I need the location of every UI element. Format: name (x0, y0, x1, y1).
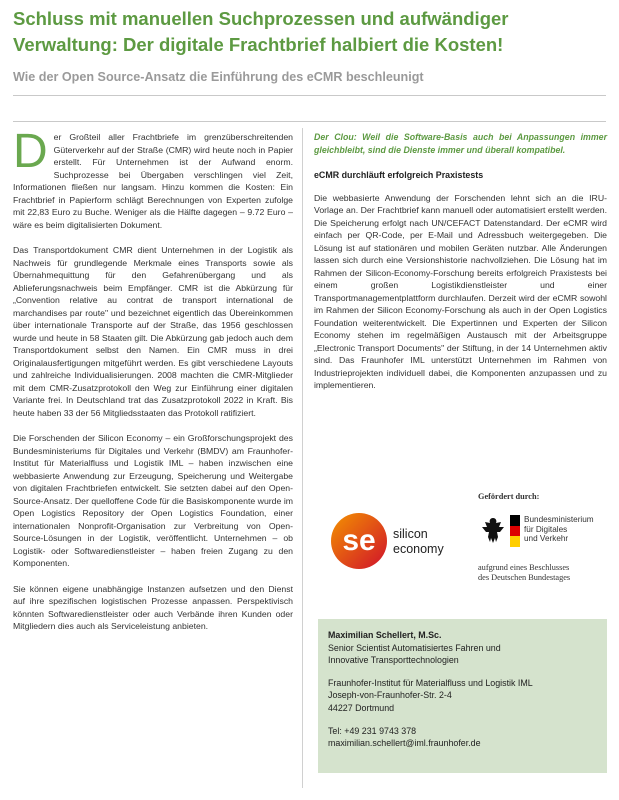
drop-cap: D (13, 125, 48, 178)
bundestag-resolution: aufgrund eines Beschlusses des Deutschen Bundestages (478, 563, 571, 582)
contact-phone: Tel: +49 231 9743 378 (328, 725, 417, 736)
contact-role-line2: Innovative Transporttechnologien (328, 655, 459, 666)
bmdv-logo (478, 515, 613, 547)
article-subtitle: Wie der Open Source-Ansatz die Einführung des eCMR beschleunigt (13, 70, 424, 84)
lead-quote: Der Clou: Weil die Software-Basis auch bei Anpassungen immer gleichbleibt, sind die Dienste immer und überall kompatibel. (314, 132, 607, 155)
contact-box (318, 619, 607, 773)
funding-notice (478, 492, 613, 583)
header-divider-lower (13, 121, 606, 122)
german-flag-stripe (510, 515, 520, 547)
contact-email[interactable]: maximilian.schellert@iml.fraunhofer.de (328, 738, 481, 749)
right-column (314, 131, 607, 405)
se-word-silicon: silicon (393, 527, 428, 541)
article-title: Schluss mit manuellen Suchprozessen und aufwändiger Verwaltung: Der digitale Frachtbrief halbiert die Kosten! (13, 8, 509, 55)
section-heading: eCMR durchläuft erfolgreich Praxistests (314, 170, 484, 180)
se-mark: se (342, 524, 376, 557)
funded-label: Gefördert durch: (478, 492, 540, 501)
paragraph: Das Transportdokument CMR dient Unternehmen in der Logistik als Nachweis für grundlegende Merkmale eines Transports sowie als Übernahmequittung für den Gefahrenübergang und als Ablieferungsnachweis beim Empfänger. CMR ist die Abkürzung für „Convention relative au contrat de transport international de marchandises par route" und bezeichnet eigentlich das Übereinkommen über internationale Transporte auf der Straße, das 1956 geschlossen wurde und heute in 58 Staaten gilt. Die Abkürzung gab jedoch auch dem Transportdokument selbst den Namen. Ein CMR muss in drei Originalausfertigungen mitgeführt werden. Es gibt verschiedene Layouts und zahlreiche Individualisierungen. 2008 machten die CMR-Mitglieder mit dem CMR-Zusatzprotokoll den Weg zur Einführung einer digitalen Variante frei. In Deutschland trat das Zusatzprotokoll 2022 in Kraft. Bis heute haben 33 der 56 Mitgliedsstaaten das Protokoll ratifiziert. (13, 245, 293, 418)
contact-city: 44227 Dortmund (328, 702, 395, 713)
se-word-economy: economy (393, 542, 444, 556)
paragraph: Die webbasierte Anwendung der Forschenden lehnt sich an die IRU-Vorlage an. Der Frachtbrief kann manuell oder automatisiert erstellt werden. Die Speicherung erfolgt nach UN/CEFACT Datenstandard. Der eCMR wird einfach per QR-Code, per E-Mail und Adressbuch weitergegeben. Die Lösung ist auf stationären und mobilen Geräten nutzbar. Alle Änderungen lassen sich durch eine Versionshistorie nachvollziehen. Die Lösung hat im Rahmen der Silicon-Economy-Forschung bereits erfolgreich Praxistests bei einem großen Logistikdienstleister und einer Transportmanagementplattform durchlaufen. Derzeit wird der eCMR sowohl im Rahmen der Silicon Economy-Forschung als auch in der Open Logistics Foundation weiterentwickelt. Die Expertinnen und Experten der Silicon Economy stehen im regelmäßigen Austausch mit der Arbeitsgruppe „Electronic Transport Documents" der Stiftung, in der 14 Unternehmen aktiv sind. Das Fraunhofer IML unterstützt Unternehmen im Rahmen von Industrieprojekten individuell dabei, die Komponenten anzupassen und zu implementieren. (314, 192, 607, 390)
contact-organization: Fraunhofer-Institut für Materialfluss und Logistik IML (328, 677, 533, 688)
column-divider (302, 128, 303, 788)
paragraph: Sie können eigene unabhängige Instanzen aufsetzen und den Dienst auf ihre spezifischen logistischen Prozesse anpassen. Perspektivisch könnten Softwaredienstleister oder auch Verbände ihren Kunden oder Mitgliedern dies auch als Serviceleistung anbieten. (13, 583, 293, 631)
federal-eagle-icon (478, 515, 508, 547)
silicon-economy-logo (330, 512, 460, 570)
header-divider (13, 95, 606, 96)
paragraph: Die Forschenden der Silicon Economy – ein Großforschungsprojekt des Bundesministeriums für Digitales und Verkehr (BMDV) am Fraunhofer-Institut für Materialfluss und Logistik IML – haben inzwischen eine webbasierte Anwendung zur Erzeugung, Speicherung und Weitergabe von digitalen Frachtbriefen entwickelt. Sie setzten dabei auf den Open-Source-Ansatz. Der quelloffene Code für die Basiskomponente wurde im Open Logistics Repository der Open Logistics Foundation, einer internationalen Nonprofit-Organisation zur Verbreitung von Open-Source-Lösungen in der Logistik, veröffentlicht. Unternehmen – ob Logistik- oder Softwaredienstleister – haben freien Zugang zu den Komponenten. (13, 433, 293, 568)
left-column (13, 125, 293, 646)
contact-street: Joseph-von-Fraunhofer-Str. 2-4 (328, 690, 452, 701)
ministry-name: Bundesministerium für Digitales und Verkehr (524, 515, 594, 543)
intro-paragraph: Der Großteil aller Frachtbriefe im grenzüberschreitenden Güterverkehr auf der Straße (CMR) wird heute noch in Papier erstellt. Für Unternehmen ist der Aufwand enorm. Suchprozesse bei Übergaben verschlingen viel Zeit, Informationen fließen nur langsam. Hinzu kommen die Kosten: Ein Frachtbrief in Papierform schlägt Berechnungen von Experten zufolge mit 22,83 Euro zu Buche. Weniger als die Hälfte dagegen – 9.72 Euro – wäre es beim digitalisierten Dokument. (13, 125, 293, 230)
contact-name: Maximilian Schellert, M.Sc. (328, 630, 442, 640)
contact-role-line1: Senior Scientist Automatisiertes Fahren und (328, 642, 501, 653)
